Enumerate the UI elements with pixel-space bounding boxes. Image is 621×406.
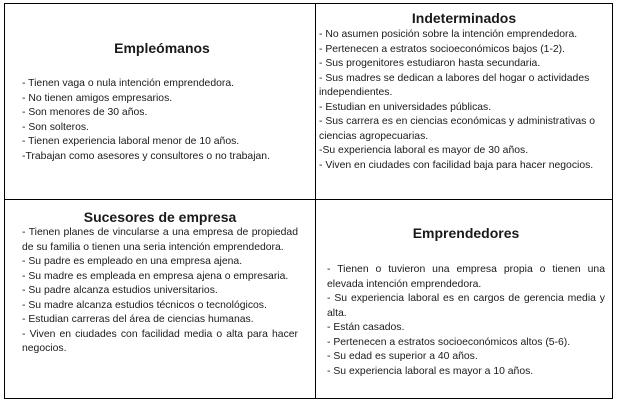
- list-item: - Su madre es empleada en empresa ajena o empresaria.: [22, 270, 289, 282]
- list-item: - Sus madres se dedican a labores del hogar o actividades independientes.: [319, 72, 590, 98]
- list-item: - Son menores de 30 años.: [22, 107, 148, 118]
- list-item: -Trabajan como asesores y consultores o no trabajan.: [22, 150, 270, 162]
- list-item: - Están casados.: [327, 322, 405, 333]
- list-item: - Su padre alcanza estudios universitarios.: [22, 285, 218, 296]
- quadrant-title: Empleómanos: [114, 40, 210, 56]
- list-item: -Su experiencia laboral es mayor de 30 años.: [319, 145, 529, 156]
- quadrant-empleomanos: [22, 40, 302, 164]
- list-item: - Pertenecen a estratos socioeconómicos bajos (1-2).: [319, 43, 566, 55]
- vertical-divider: [315, 4, 316, 398]
- quadrant-title: Indeterminados: [411, 10, 517, 26]
- list-item: - Estudian carreras del área de ciencias humanas.: [22, 314, 254, 325]
- characteristics-list: [22, 77, 302, 164]
- list-item: - Su edad es superior a 40 años.: [327, 351, 478, 362]
- list-item: - Tienen o tuvieron una empresa propia o tienen una elevada intención emprendedora.: [327, 264, 605, 290]
- list-item: - Su experiencia laboral es mayor a 10 años.: [327, 365, 534, 377]
- quadrant-emprendedores: [327, 225, 605, 379]
- list-item: - Son solteros.: [22, 121, 89, 133]
- list-item: - No asumen posición sobre la intención emprendedora.: [319, 29, 578, 40]
- list-item: - Su madre alcanza estudios técnicos o tecnológicos.: [22, 299, 267, 311]
- quadrant-sucesores-de-empresa: [22, 209, 298, 357]
- characteristics-list: [327, 263, 605, 379]
- list-item: - Su padre es empleado en una empresa ajena.: [22, 256, 243, 267]
- quadrant-title: Emprendedores: [412, 225, 520, 241]
- list-item: - Estudian en universidades públicas.: [319, 101, 492, 113]
- list-item: - No tienen amigos empresarios.: [22, 92, 173, 104]
- list-item: - Su experiencia laboral es en cargos de gerencia media y alta.: [327, 293, 605, 319]
- quadrant-title: Sucesores de empresa: [83, 209, 237, 225]
- horizontal-divider: [5, 199, 612, 200]
- characteristics-list: [319, 28, 609, 173]
- list-item: - Viven en ciudades con facilidad baja para hacer negocios.: [319, 159, 594, 171]
- list-item: - Sus progenitores estudiaron hasta secundaria.: [319, 58, 541, 69]
- list-item: - Pertenecen a estratos socioeconómicos altos (5-6).: [327, 336, 571, 348]
- list-item: - Tienen planes de vincularse a una empresa de propiedad de su familia o tienen una seria intención emprendedora.: [22, 227, 298, 253]
- list-item: - Tienen experiencia laboral menor de 10 años.: [22, 136, 240, 147]
- list-item: - Tienen vaga o nula intención emprendedora.: [22, 78, 234, 89]
- list-item: - Viven en ciudades con facilidad media o alta para hacer negocios.: [22, 328, 298, 354]
- list-item: - Sus carrera es en ciencias económicas y administrativas o ciencias agropecuarias.: [319, 116, 596, 142]
- quadrant-indeterminados: [319, 10, 609, 173]
- characteristics-list: [22, 226, 298, 357]
